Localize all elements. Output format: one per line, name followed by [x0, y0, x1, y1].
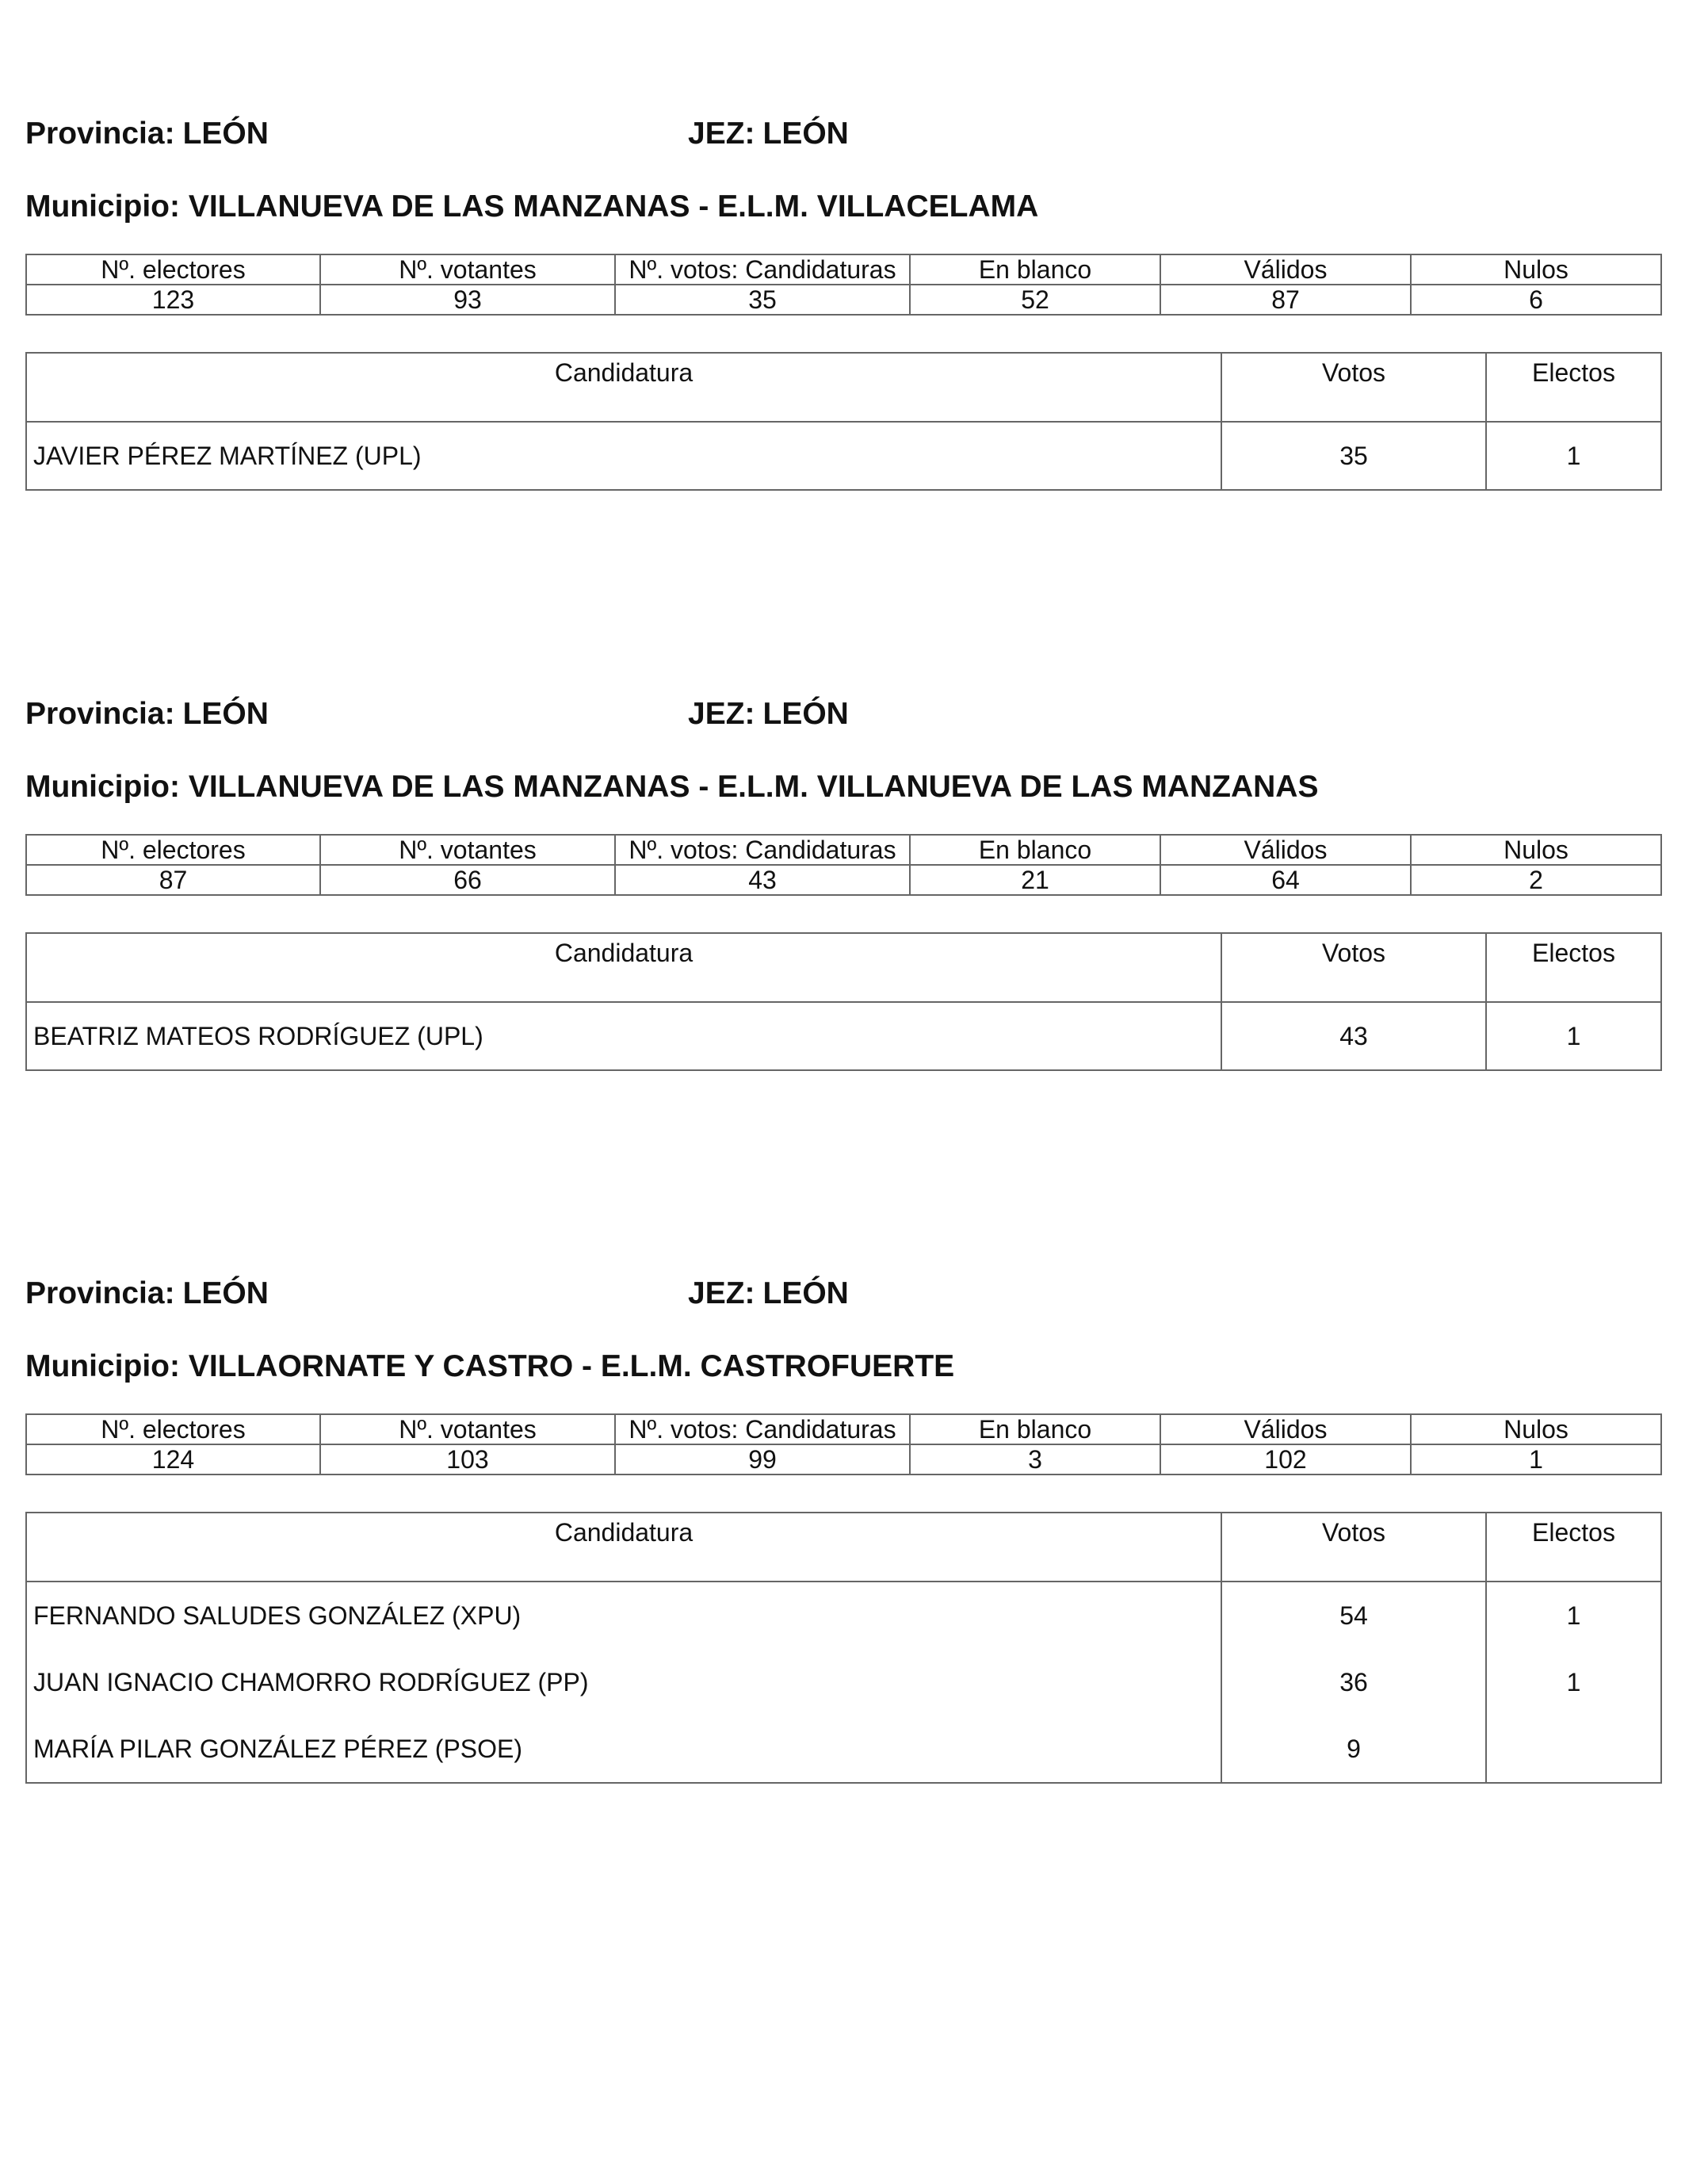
- value-votos-candidaturas: 43: [615, 865, 910, 895]
- jez-label: JEZ:: [688, 697, 755, 731]
- value-electores: 124: [26, 1444, 320, 1474]
- candidates-header-row: [26, 353, 1661, 422]
- value-votos-candidaturas: 35: [615, 285, 910, 315]
- candidates-table: [25, 1512, 1662, 1784]
- candidate-electos: 1: [1486, 1649, 1661, 1715]
- election-section: [25, 1271, 1660, 1784]
- value-en-blanco: 52: [910, 285, 1160, 315]
- candidate-name: JAVIER PÉREZ MARTÍNEZ (UPL): [26, 422, 1221, 490]
- candidate-name: FERNANDO SALUDES GONZÁLEZ (XPU): [26, 1582, 1221, 1649]
- header-candidatura: Candidatura: [26, 933, 1221, 1002]
- stats-table: [25, 834, 1662, 896]
- candidates-table: [25, 352, 1662, 491]
- stats-value-row: [26, 1444, 1661, 1474]
- value-votantes: 103: [320, 1444, 615, 1474]
- value-en-blanco: 3: [910, 1444, 1160, 1474]
- header-nulos: Nulos: [1411, 254, 1661, 285]
- header-electos: Electos: [1486, 1513, 1661, 1582]
- header-electores: Nº. electores: [26, 1414, 320, 1444]
- municipio-value: VILLANUEVA DE LAS MANZANAS - E.L.M. VILLACELAMA: [188, 189, 1039, 224]
- header-electores: Nº. electores: [26, 835, 320, 865]
- candidate-row: [26, 1582, 1661, 1649]
- value-votantes: 93: [320, 285, 615, 315]
- provincia-value: LEÓN: [182, 697, 269, 731]
- candidate-votos: 9: [1221, 1715, 1486, 1783]
- candidate-row: [26, 1649, 1661, 1715]
- municipio: [25, 764, 1660, 810]
- candidate-votos: 35: [1221, 422, 1486, 490]
- candidate-electos: [1486, 1715, 1661, 1783]
- jez: [688, 111, 849, 157]
- candidate-name: MARÍA PILAR GONZÁLEZ PÉREZ (PSOE): [26, 1715, 1221, 1783]
- header-validos: Válidos: [1160, 1414, 1411, 1444]
- election-section: [25, 111, 1660, 491]
- municipio-value: VILLANUEVA DE LAS MANZANAS - E.L.M. VILLANUEVA DE LAS MANZANAS: [188, 770, 1319, 804]
- header-en-blanco: En blanco: [910, 835, 1160, 865]
- candidate-electos: 1: [1486, 422, 1661, 490]
- stats-table: [25, 1413, 1662, 1475]
- value-validos: 64: [1160, 865, 1411, 895]
- candidates-header-row: [26, 933, 1661, 1002]
- candidate-name: BEATRIZ MATEOS RODRÍGUEZ (UPL): [26, 1002, 1221, 1070]
- provincia-label: Provincia:: [25, 1276, 175, 1310]
- value-votos-candidaturas: 99: [615, 1444, 910, 1474]
- jez: [688, 1271, 849, 1317]
- header-votos: Votos: [1221, 933, 1486, 1002]
- municipio-label: Municipio:: [25, 189, 180, 224]
- stats-value-row: [26, 285, 1661, 315]
- candidate-row: [26, 1715, 1661, 1783]
- header-votos: Votos: [1221, 353, 1486, 422]
- provincia: [25, 691, 269, 737]
- value-electores: 87: [26, 865, 320, 895]
- stats-table: [25, 254, 1662, 316]
- header-candidatura: Candidatura: [26, 353, 1221, 422]
- provincia: [25, 111, 269, 157]
- candidates-header-row: [26, 1513, 1661, 1582]
- municipio-value: VILLAORNATE Y CASTRO - E.L.M. CASTROFUERTE: [188, 1349, 955, 1383]
- stats-header-row: [26, 835, 1661, 865]
- value-electores: 123: [26, 285, 320, 315]
- municipio: [25, 184, 1660, 230]
- header-en-blanco: En blanco: [910, 254, 1160, 285]
- value-validos: 102: [1160, 1444, 1411, 1474]
- provincia-label: Provincia:: [25, 117, 175, 151]
- header-electos: Electos: [1486, 353, 1661, 422]
- value-nulos: 1: [1411, 1444, 1661, 1474]
- municipio-label: Municipio:: [25, 770, 180, 804]
- value-nulos: 6: [1411, 285, 1661, 315]
- jez-label: JEZ:: [688, 1276, 755, 1310]
- candidate-row: [26, 1002, 1661, 1070]
- provincia: [25, 1271, 269, 1317]
- stats-value-row: [26, 865, 1661, 895]
- municipio-label: Municipio:: [25, 1349, 180, 1383]
- header-votos-candidaturas: Nº. votos: Candidaturas: [615, 254, 910, 285]
- value-nulos: 2: [1411, 865, 1661, 895]
- value-validos: 87: [1160, 285, 1411, 315]
- section-header: [25, 691, 1660, 737]
- header-validos: Válidos: [1160, 835, 1411, 865]
- header-votantes: Nº. votantes: [320, 1414, 615, 1444]
- header-validos: Válidos: [1160, 254, 1411, 285]
- header-nulos: Nulos: [1411, 835, 1661, 865]
- header-nulos: Nulos: [1411, 1414, 1661, 1444]
- jez-label: JEZ:: [688, 117, 755, 151]
- candidate-row: [26, 422, 1661, 490]
- candidate-name: JUAN IGNACIO CHAMORRO RODRÍGUEZ (PP): [26, 1649, 1221, 1715]
- value-en-blanco: 21: [910, 865, 1160, 895]
- candidate-electos: 1: [1486, 1582, 1661, 1649]
- provincia-label: Provincia:: [25, 697, 175, 731]
- candidate-votos: 36: [1221, 1649, 1486, 1715]
- section-header: [25, 1271, 1660, 1317]
- header-votos: Votos: [1221, 1513, 1486, 1582]
- candidate-votos: 43: [1221, 1002, 1486, 1070]
- header-electores: Nº. electores: [26, 254, 320, 285]
- header-votantes: Nº. votantes: [320, 254, 615, 285]
- provincia-value: LEÓN: [182, 117, 269, 151]
- header-candidatura: Candidatura: [26, 1513, 1221, 1582]
- candidate-votos: 54: [1221, 1582, 1486, 1649]
- header-votos-candidaturas: Nº. votos: Candidaturas: [615, 1414, 910, 1444]
- stats-header-row: [26, 1414, 1661, 1444]
- header-votos-candidaturas: Nº. votos: Candidaturas: [615, 835, 910, 865]
- header-electos: Electos: [1486, 933, 1661, 1002]
- section-header: [25, 111, 1660, 157]
- provincia-value: LEÓN: [182, 1276, 269, 1310]
- jez: [688, 691, 849, 737]
- value-votantes: 66: [320, 865, 615, 895]
- header-en-blanco: En blanco: [910, 1414, 1160, 1444]
- stats-header-row: [26, 254, 1661, 285]
- candidate-electos: 1: [1486, 1002, 1661, 1070]
- jez-value: LEÓN: [762, 697, 849, 731]
- election-section: [25, 691, 1660, 1071]
- jez-value: LEÓN: [762, 1276, 849, 1310]
- municipio: [25, 1344, 1660, 1390]
- jez-value: LEÓN: [762, 117, 849, 151]
- header-votantes: Nº. votantes: [320, 835, 615, 865]
- candidates-table: [25, 932, 1662, 1071]
